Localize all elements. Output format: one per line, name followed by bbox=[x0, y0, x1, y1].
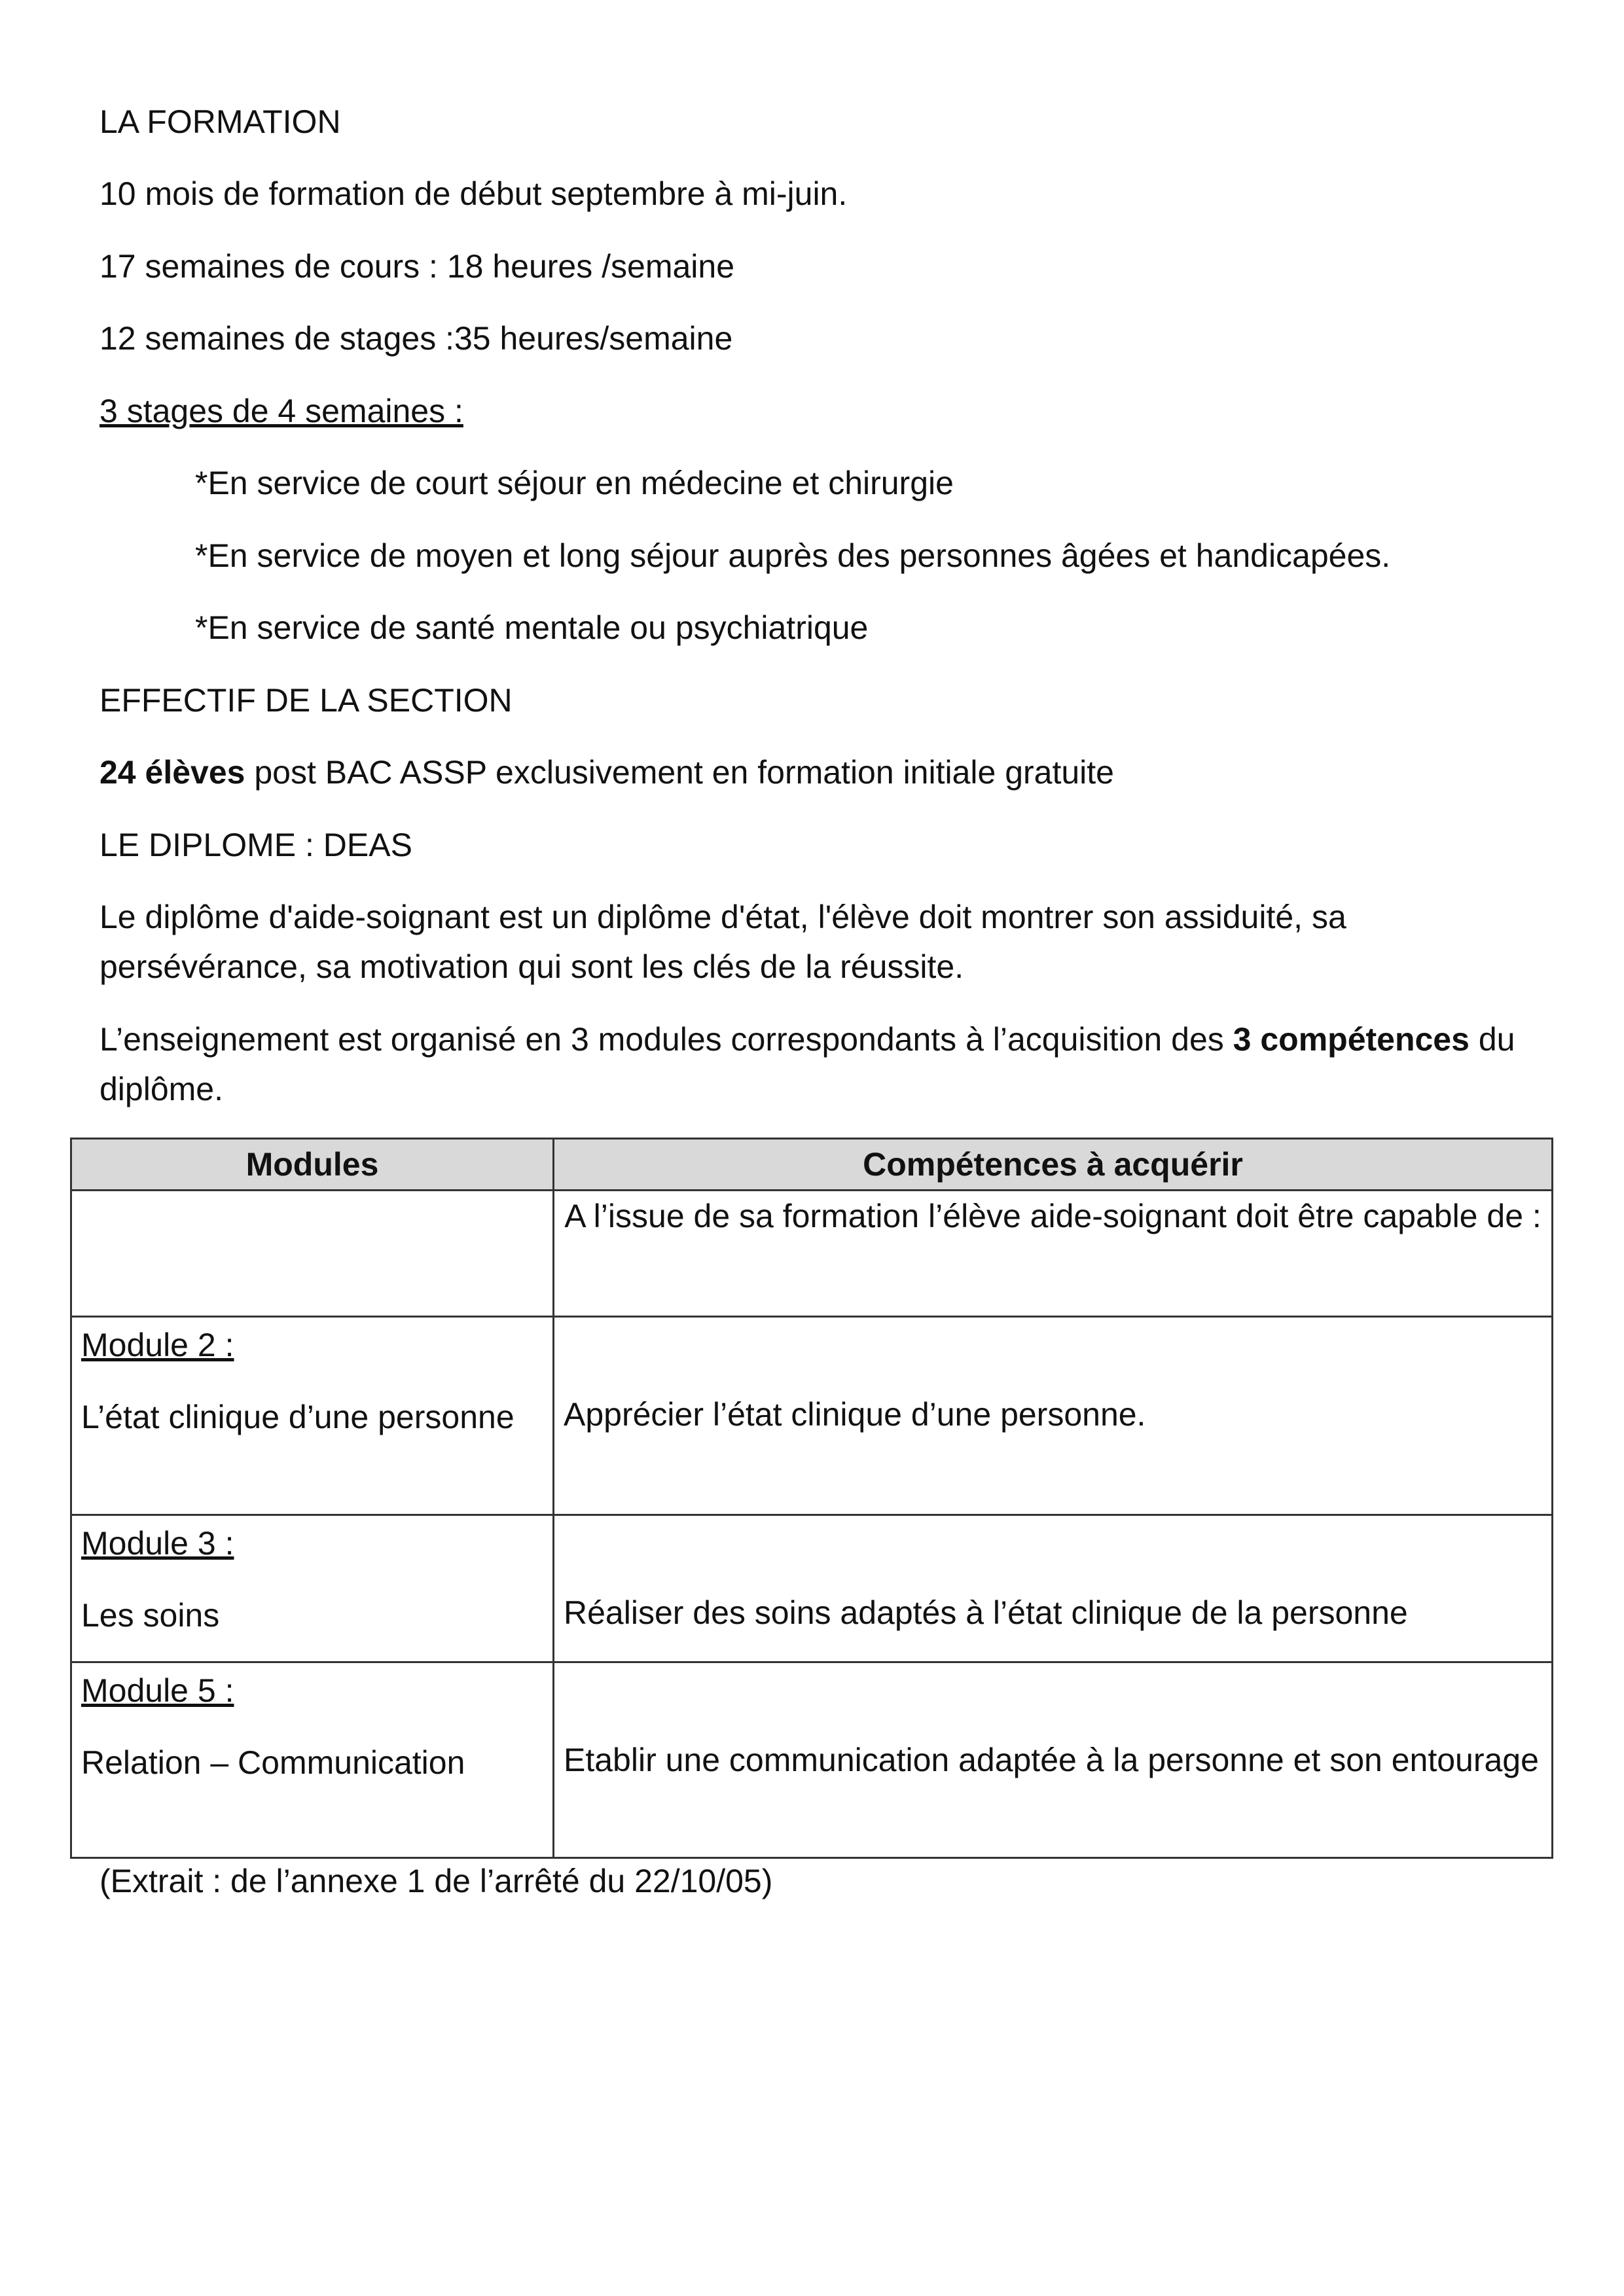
diplome-description: Le diplôme d'aide-soignant est un diplôme d'état, l'élève doit montrer son assiduité, sa persévérance, sa motivation qui sont les clés de la réussite. bbox=[99, 899, 1346, 985]
diplome-heading: LE DIPLOME : DEAS bbox=[99, 827, 412, 863]
module-cell bbox=[71, 1515, 554, 1662]
organisation-text-after: du diplôme. bbox=[99, 1021, 1515, 1107]
module-name: Les soins bbox=[81, 1597, 220, 1634]
module-name: Relation – Communication bbox=[81, 1744, 465, 1781]
table-intro-row bbox=[71, 1191, 1553, 1317]
module-name: L’état clinique d’une personne bbox=[81, 1399, 514, 1435]
competence-text: Etablir une communication adaptée à la personne et son entourage bbox=[564, 1742, 1539, 1778]
formation-courses: 17 semaines de cours : 18 heures /semaine bbox=[99, 248, 734, 285]
competence-cell bbox=[554, 1515, 1553, 1662]
effectif-count-rest: post BAC ASSP exclusivement en formation initiale gratuite bbox=[245, 754, 1114, 791]
diplome-organisation bbox=[99, 1014, 1540, 1114]
formation-internships: 12 semaines de stages :35 heures/semaine bbox=[99, 320, 733, 357]
table-row bbox=[71, 1515, 1553, 1662]
module-number: Module 5 : bbox=[81, 1672, 234, 1709]
module-cell bbox=[71, 1317, 554, 1515]
header-modules: Modules bbox=[71, 1139, 554, 1191]
module-cell bbox=[71, 1662, 554, 1858]
competence-text: Réaliser des soins adaptés à l’état clinique de la personne bbox=[564, 1594, 1408, 1631]
intro-cell: A l’issue de sa formation l’élève aide-soignant doit être capable de : bbox=[554, 1191, 1553, 1317]
modules-table bbox=[70, 1138, 1553, 1859]
header-competences: Compétences à acquérir bbox=[554, 1139, 1553, 1191]
formation-heading: LA FORMATION bbox=[99, 103, 341, 140]
table-row bbox=[71, 1662, 1553, 1858]
formation-duration: 10 mois de formation de début septembre à mi-juin. bbox=[99, 175, 848, 212]
intro-empty-cell bbox=[71, 1191, 554, 1317]
organisation-text-bold: 3 compétences bbox=[1233, 1021, 1470, 1058]
module-number: Module 2 : bbox=[81, 1327, 234, 1363]
effectif-heading: EFFECTIF DE LA SECTION bbox=[99, 682, 513, 719]
stage-item: *En service de moyen et long séjour auprès des personnes âgées et handicapées. bbox=[195, 537, 1391, 574]
organisation-text-before: L’enseignement est organisé en 3 modules correspondants à l’acquisition des bbox=[99, 1021, 1233, 1058]
table-header-row bbox=[71, 1139, 1553, 1191]
stage-item: *En service de court séjour en médecine et chirurgie bbox=[195, 465, 954, 501]
competence-cell bbox=[554, 1317, 1553, 1515]
effectif-count bbox=[99, 747, 1114, 797]
source-note: (Extrait : de l’annexe 1 de l’arrêté du 22/10/05) bbox=[99, 1863, 773, 1899]
stage-item: *En service de santé mentale ou psychiatrique bbox=[195, 609, 869, 646]
competence-cell bbox=[554, 1662, 1553, 1858]
stages-heading: 3 stages de 4 semaines : bbox=[99, 393, 463, 429]
module-number: Module 3 : bbox=[81, 1525, 234, 1562]
effectif-count-bold: 24 élèves bbox=[99, 754, 245, 791]
table-row bbox=[71, 1317, 1553, 1515]
competence-text: Apprécier l’état clinique d’une personne. bbox=[564, 1396, 1146, 1433]
